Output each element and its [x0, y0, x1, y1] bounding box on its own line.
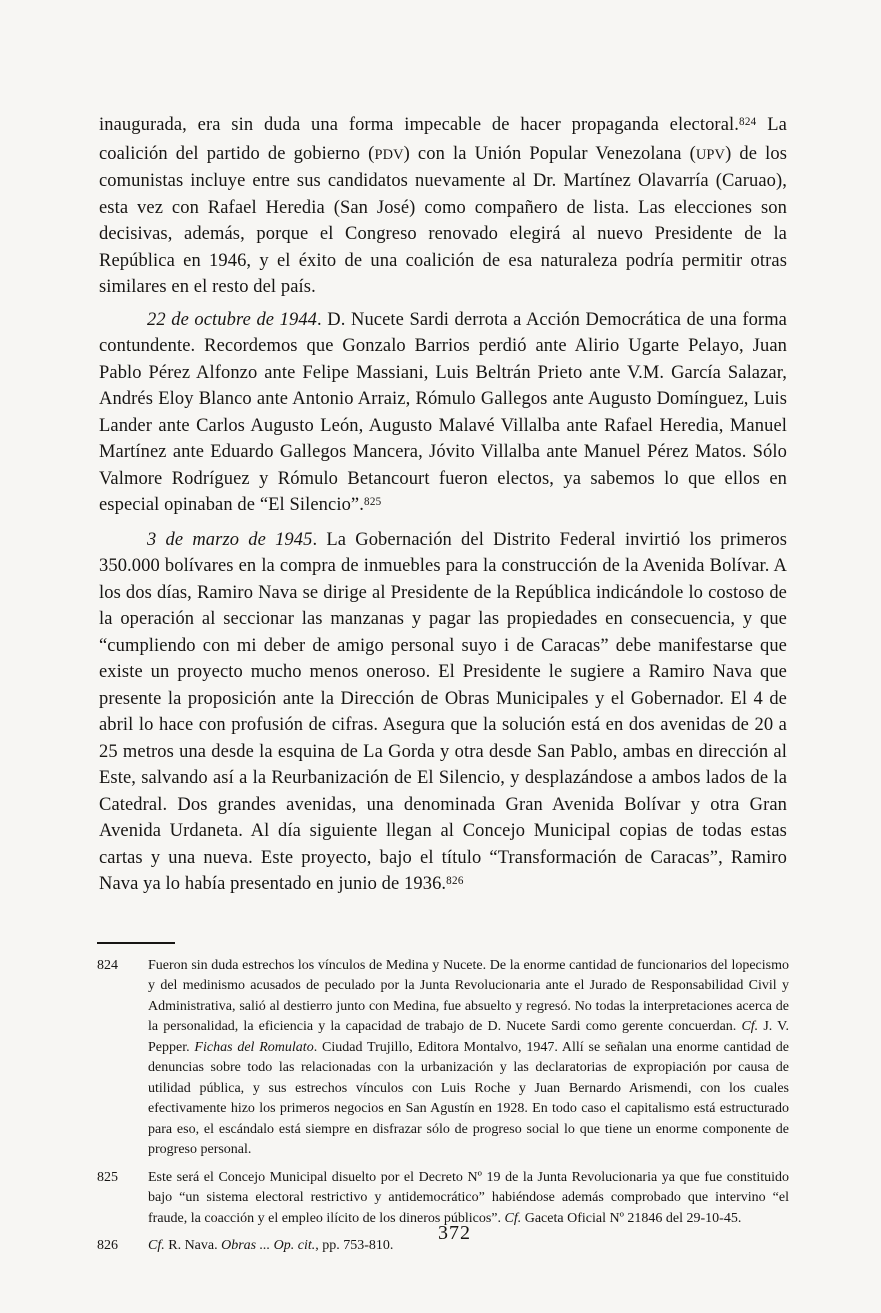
text-run: Obras ... Op. cit.	[221, 1238, 316, 1253]
paragraph-3-marzo-1945	[99, 527, 787, 900]
text-run: Este será el Concejo Municipal disuelto por el Decreto Nº 19 de la Junta Revolucionaria ya que fue constituido bajo “un sistema electoral restrictivo y antidemocrático” habiéndose además comprobado que intervino “el fraude, la coacción y el empleo ilícito de los dineros públicos”.	[148, 1169, 789, 1226]
text-run: ) con la Unión Popular Venezolana (	[403, 143, 696, 164]
text-run: PDV	[374, 146, 404, 163]
text-run: J. V. Pepper.	[148, 1019, 789, 1055]
page-footer	[0, 1222, 881, 1245]
footnote-ref: 826	[446, 874, 464, 887]
text-run: La coalición del partido de gobierno (	[99, 115, 787, 164]
text-run: . La Gobernación del Distrito Federal invirtió los primeros 350.000 bolívares en la compra de inmuebles para la construcción de la Avenida Bolívar. A los dos días, Ramiro Nava se dirige al Presidente de la República indicándole lo costoso de la operación al seccionar las manzanas y pagar las propiedades en consecuencia, y que “cumpliendo con mi deber de amigo personal suyo i de Caracas” debe manifestarse que existe un proyecto mucho menos oneroso. El Presidente le sugiere a Ramiro Nava que presente la proposición ante la Dirección de Obras Municipales y el Gobernador. El 4 de abril lo hace con profusión de cifras. Asegura que la solución está en dos avenidas de 20 a 25 metros una desde la esquina de La Gorda y otra desde San Pablo, ambas en dirección al Este, salvando así a la Reurbanización de El Silencio, y desplazándose a ambos lados de la Catedral. Dos grandes avenidas, una denominada Gran Avenida Bolívar y otra Gran Avenida Urdaneta. Al día siguiente llegan al Concejo Municipal copias de todas estas cartas y una nueva. Este proyecto, bajo el título “Transformación de Caracas”, Ramiro Nava ya lo había presentado en junio de 1936.	[99, 529, 787, 894]
footnote-824	[97, 956, 789, 1161]
paragraph-22-octubre-1944	[99, 307, 787, 521]
footnote-ref: 825	[363, 495, 382, 508]
footnotes-section	[97, 956, 789, 1257]
text-run: Fueron sin duda estrechos los vínculos de Medina y Nucete. De la enorme cantidad de funcionarios del lopecismo y del medinismo acusados de peculado por la Junta Revolucionaria ante el Jurado de Responsabilidad Civil y Administrativa, salió al destierro junto con Medina, fue absuelto y regresó. No todas la interpretaciones acerca de la personalidad, la eficiencia y la capacidad de trabajo de D. Nucete Sardi como gerente concuerdan.	[148, 957, 789, 1034]
footnote-text	[148, 1170, 789, 1226]
text-run: R. Nava.	[164, 1238, 222, 1253]
text-run: Cf.	[504, 1210, 522, 1226]
text-run: 3 de marzo de 1945	[147, 529, 313, 550]
text-run: . D. Nucete Sardi derrota a Acción Democrática de una forma contundente. Recordemos que Gonzalo Barrios perdió ante Alirio Ugarte Pelayo, Juan Pablo Pérez Alfonzo ante Felipe Massiani, Luis Beltrán Prieto ante V.M. García Salazar, Andrés Eloy Blanco ante Antonio Arraiz, Rómulo Gallegos ante Augusto Domínguez, Luis Lander ante Carlos Augusto León, Augusto Malavé Villalba ante Rafael Heredia, Manuel Martínez ante Eduardo Gallegos Mancera, Jóvito Villalba ante Manuel Pérez Matos. Sólo Valmore Rodríguez y Rómulo Betancourt fueron electos, ya sabemos lo que ellos en especial opinaban de “El Silencio”.	[99, 309, 787, 515]
footnote-number: 824	[97, 957, 118, 973]
text-run: inaugurada, era sin duda una forma impecable de hacer propaganda electoral.	[99, 115, 739, 135]
text-run: Cf.	[741, 1019, 759, 1034]
text-run: Gaceta Oficial Nº 21846 del 29-10-45.	[521, 1210, 742, 1226]
text-run: , pp. 753-810.	[315, 1238, 394, 1253]
footnote-number: 826	[97, 1238, 118, 1253]
footnote-825	[97, 1168, 789, 1230]
footnote-text	[148, 958, 789, 1158]
footnote-number: 825	[97, 1169, 118, 1185]
text-run: . Ciudad Trujillo, Editora Montalvo, 1947. Allí se señalan una enorme cantidad de denuncias sobre todo las relacionadas con la urbanización y las declaratorias de expropiación por causa de utilidad pública, y sus estrechos vínculos con Luis Roche y Juan Bernardo Arismendi, con los cuales efectivamente hizo los primeros negocios en San Agustín en 1928. En todo caso el capitalismo está estructurado para eso, el escándalo está siempre en disfrazar sólo de progreso social lo que tiene un enorme componente de progreso personal.	[148, 1039, 790, 1157]
text-run: UPV	[695, 146, 726, 163]
text-run: Fichas del Romulato	[194, 1039, 314, 1055]
page-body	[99, 112, 787, 900]
text-run: 22 de octubre de 1944	[147, 309, 318, 330]
footnote-separator-rule	[97, 942, 175, 944]
footnote-ref: 824	[738, 115, 757, 128]
page-number: 372	[438, 1222, 471, 1244]
text-run: ) de los comunistas incluye entre sus candidatos nuevamente al Dr. Martínez Olavarría (Caruao), esta vez con Rafael Heredia (San José) como compañero de lista. Las elecciones son decisivas, además, porque el Congreso renovado elegirá al nuevo Presidente de la República en 1946, y el éxito de una coalición de esa naturaleza podría permitir otras similares en el resto del país.	[99, 143, 787, 297]
paragraph-continuation	[99, 112, 787, 301]
text-run: Cf.	[148, 1238, 165, 1253]
